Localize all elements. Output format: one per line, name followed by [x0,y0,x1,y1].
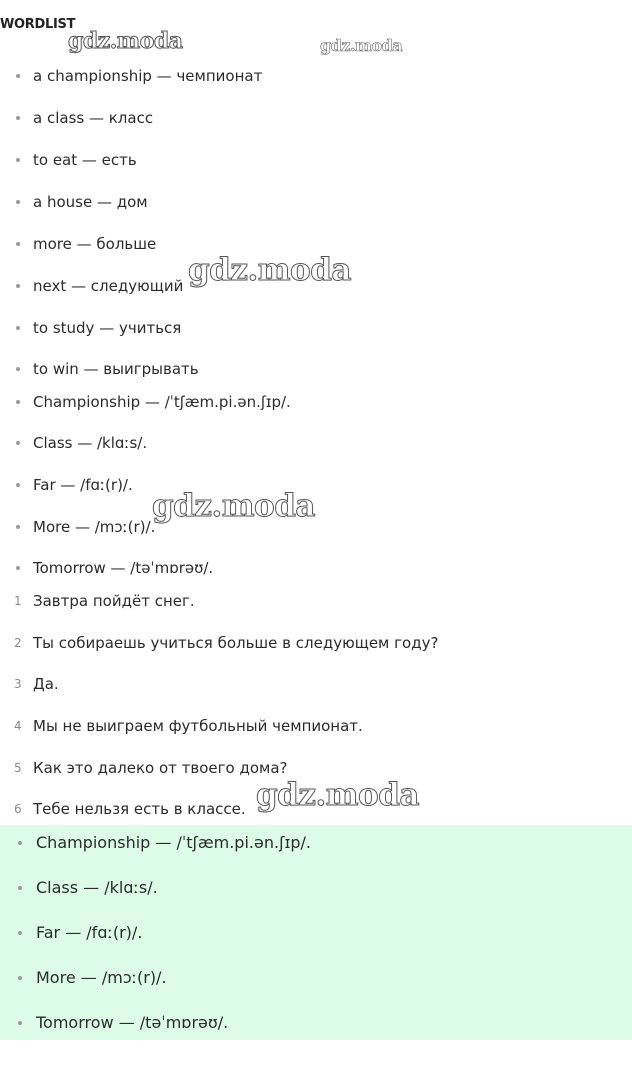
sentence-item: Тебе нельзя есть в классе. [33,800,246,818]
vocabulary-item: a championship — чемпионат [33,67,263,85]
bullet-icon [16,525,20,529]
vocabulary-item: a house — дом [33,193,148,211]
bullet-icon [16,116,20,120]
vocabulary-item: more — больше [33,235,157,253]
vocabulary-item: to study — учиться [33,319,182,337]
pronunciation-item: Class — /klɑːs/. [33,434,148,452]
sentence-item: Да. [33,675,59,693]
bullet-icon [16,441,20,445]
item-number: 6 [14,802,22,816]
watermark: gdz.moda [152,488,315,524]
wordlist-title: WORDLIST [0,17,76,32]
item-number: 1 [14,594,22,608]
pronunciation-item: Championship — /ˈtʃæm.pi.ən.ʃɪp/. [33,393,291,411]
watermark: gdz.moda [68,28,183,54]
watermark: gdz.moda [256,777,419,813]
pronunciation-item: More — /mɔː(r)/. [33,518,156,536]
sentence-item: Как это далеко от твоего дома? [33,759,288,777]
bullet-icon [18,1021,22,1025]
item-number: 4 [14,719,22,733]
sentence-item: Мы не выиграем футбольный чемпионат. [33,717,363,735]
pronunciation-item: Championship — /ˈtʃæm.pi.ən.ʃɪp/. [36,833,312,852]
watermark: gdz.moda [320,36,403,55]
bullet-icon [16,200,20,204]
bullet-icon [16,284,20,288]
bullet-icon [16,74,20,78]
bullet-icon [16,158,20,162]
pronunciation-item: Tomorrow — /təˈmɒrəʊ/. [36,1013,229,1032]
bullet-icon [16,326,20,330]
bullet-icon [18,976,22,980]
vocabulary-item: to win — выигрывать [33,360,199,378]
vocabulary-item: next — следующий [33,277,184,295]
item-number: 5 [14,761,22,775]
pronunciation-item: Tomorrow — /təˈmɒrəʊ/. [33,559,214,577]
bullet-icon [18,841,22,845]
sentence-item: Завтра пойдёт снег. [33,592,195,610]
bullet-icon [16,242,20,246]
bullet-icon [18,886,22,890]
bullet-icon [18,931,22,935]
vocabulary-item: to eat — есть [33,151,137,169]
item-number: 2 [14,636,22,650]
watermark: gdz.moda [188,252,351,288]
pronunciation-item: More — /mɔː(r)/. [36,968,167,987]
bullet-icon [16,566,20,570]
bullet-icon [16,400,20,404]
item-number: 3 [14,677,22,691]
highlighted-answer-box [0,825,632,1040]
bullet-icon [16,367,20,371]
sentence-item: Ты собираешь учиться больше в следующем году? [33,634,439,652]
pronunciation-item: Far — /fɑː(r)/. [36,923,143,942]
bullet-icon [16,483,20,487]
pronunciation-item: Class — /klɑːs/. [36,878,158,897]
pronunciation-item: Far — /fɑː(r)/. [33,476,133,494]
vocabulary-item: a class — класс [33,109,154,127]
